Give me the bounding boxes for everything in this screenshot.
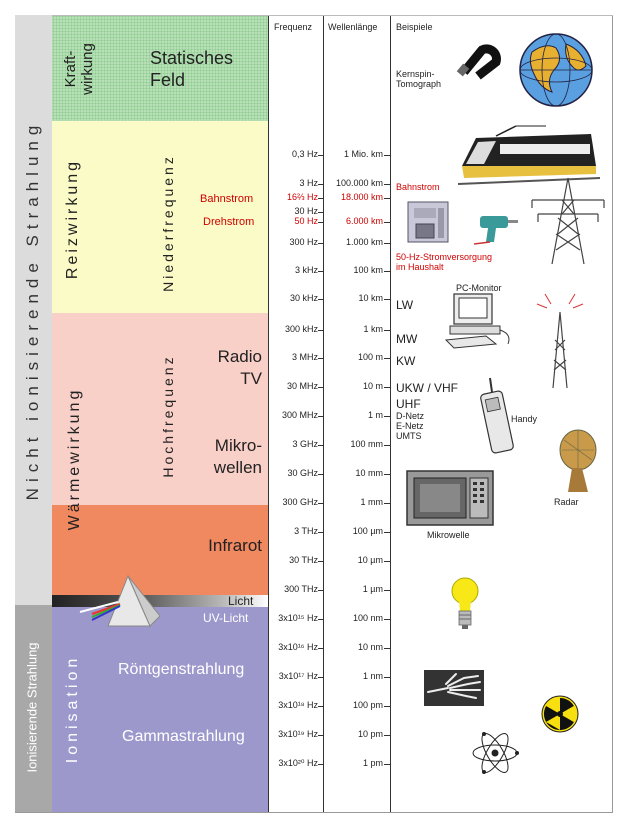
band-label-mikrowellen: Mikro- wellen	[213, 436, 262, 477]
freq-tick	[318, 677, 323, 678]
freq-tick	[318, 243, 323, 244]
wavelength-label: 100 mm	[350, 439, 383, 449]
border-right	[612, 15, 613, 812]
wavelength-label: 18.000 km	[340, 192, 383, 202]
wavelength-tick	[384, 387, 390, 388]
wavelength-tick	[384, 184, 390, 185]
radar-icon	[554, 428, 600, 494]
example-lw: LW	[396, 298, 414, 312]
freq-label: 30 kHz	[289, 293, 318, 303]
wavelength-tick	[384, 619, 390, 620]
freq-tick	[318, 706, 323, 707]
freq-label: 3x10¹⁷ Hz	[278, 671, 318, 681]
band-label-hochfrequenz: Hochfrequenz	[160, 354, 176, 478]
example-mikrowelle: Mikrowelle	[427, 530, 470, 540]
freq-label: 3 kHz	[294, 265, 318, 275]
wavelength-label: 1 km	[363, 324, 383, 334]
magnet-icon	[454, 40, 504, 80]
freq-tick	[318, 387, 323, 388]
freq-tick	[318, 184, 323, 185]
coffee-machine-icon	[406, 200, 451, 245]
example-ukw: UKW / VHF	[396, 381, 458, 395]
wavelength-label: 100 km	[353, 265, 383, 275]
effect-ionisation: Ionisation	[64, 654, 81, 764]
microwave-icon	[406, 470, 494, 526]
light-bulb-icon	[450, 575, 480, 631]
wavelength-label: 10 km	[358, 293, 383, 303]
wavelength-label: 100 nm	[352, 613, 383, 623]
header-frequenz: Frequenz	[274, 22, 313, 32]
pc-monitor-icon	[446, 294, 516, 352]
atom-icon	[470, 728, 520, 778]
freq-tick	[318, 299, 323, 300]
wavelength-tick	[384, 561, 390, 562]
effect-kraft	[62, 24, 96, 114]
band-label-licht: Licht	[228, 594, 254, 608]
divider-wave	[390, 15, 391, 812]
freq-tick	[318, 619, 323, 620]
freq-tick	[318, 271, 323, 272]
wavelength-label: 100 µm	[352, 526, 383, 536]
wavelength-tick	[384, 590, 390, 591]
radioactive-icon	[540, 694, 580, 734]
wavelength-tick	[384, 474, 390, 475]
side-label-ionizing: Ionisierende Strahlung	[24, 642, 40, 773]
pylon-icon	[528, 178, 608, 266]
wavelength-tick	[384, 445, 390, 446]
wavelength-tick	[384, 532, 390, 533]
example-stromversorgung: 50-Hz-Stromversorgung im Haushalt	[396, 252, 493, 272]
example-uhf: UHF	[396, 397, 421, 411]
freq-tick	[318, 735, 323, 736]
example-mw: MW	[396, 332, 418, 346]
freq-label: 3x10¹⁸ Hz	[278, 700, 318, 710]
wavelength-tick	[384, 243, 390, 244]
wavelength-tick	[384, 648, 390, 649]
band-label-gamma: Gammastrahlung	[122, 728, 245, 745]
divider-band	[268, 15, 269, 812]
side-label-non-ionizing: Nicht ionisierende Strahlung	[23, 119, 42, 501]
wavelength-label: 1 mm	[360, 497, 383, 507]
wavelength-tick	[384, 735, 390, 736]
freq-label: 50 Hz	[294, 216, 318, 226]
wavelength-label: 10 µm	[357, 555, 383, 565]
wavelength-label: 1.000 km	[345, 237, 383, 247]
example-handy: Handy	[511, 414, 538, 424]
prism-icon	[80, 572, 170, 632]
band-label-infrarot: Infrarot	[208, 536, 262, 555]
wavelength-tick	[384, 271, 390, 272]
freq-tick	[318, 764, 323, 765]
freq-tick	[318, 330, 323, 331]
band-label-drehstrom: Drehstrom	[203, 216, 255, 228]
band-ionisation	[52, 607, 268, 812]
freq-label: 3 MHz	[291, 352, 318, 362]
freq-label: 0,3 Hz	[291, 149, 318, 159]
freq-label: 30 THz	[289, 555, 318, 565]
wavelength-tick	[384, 764, 390, 765]
border-bottom	[15, 812, 613, 813]
freq-label: 3x10²⁰ Hz	[278, 758, 318, 768]
wavelength-label: 100.000 km	[335, 178, 383, 188]
freq-label: 300 MHz	[281, 410, 318, 420]
freq-label: 300 GHz	[282, 497, 318, 507]
wavelength-tick	[384, 299, 390, 300]
band-label-radio-tv: Radio TV	[217, 347, 262, 388]
freq-tick	[318, 198, 323, 199]
freq-label: 3 Hz	[299, 178, 318, 188]
xray-hand-icon	[424, 670, 484, 706]
wavelength-tick	[384, 330, 390, 331]
freq-tick	[318, 474, 323, 475]
freq-tick	[318, 590, 323, 591]
wavelength-label: 1 m	[367, 410, 383, 420]
wavelength-label: 100 m	[357, 352, 383, 362]
band-label-roentgen: Röntgenstrahlung	[118, 661, 245, 678]
freq-label: 3x10¹⁹ Hz	[278, 729, 318, 739]
example-dnetz: D-Netz E-Netz UMTS	[396, 411, 425, 441]
example-pc-monitor: PC-Monitor	[456, 283, 502, 293]
divider-freq	[323, 15, 324, 812]
wavelength-tick	[384, 155, 390, 156]
wavelength-label: 1 pm	[362, 758, 383, 768]
wavelength-label: 100 pm	[352, 700, 383, 710]
example-kw: KW	[396, 354, 416, 368]
handy-icon	[480, 378, 514, 456]
freq-tick	[318, 503, 323, 504]
freq-label: 3 THz	[294, 526, 318, 536]
globe-icon	[516, 30, 596, 110]
wavelength-tick	[384, 706, 390, 707]
wavelength-label: 10 pm	[357, 729, 383, 739]
freq-label: 30 Hz	[294, 206, 318, 216]
freq-tick	[318, 358, 323, 359]
border-top	[52, 15, 613, 16]
wavelength-tick	[384, 198, 390, 199]
wavelength-label: 6.000 km	[345, 216, 383, 226]
freq-label: 3 GHz	[292, 439, 318, 449]
freq-tick	[318, 445, 323, 446]
wavelength-tick	[384, 358, 390, 359]
antenna-mast-icon	[535, 290, 585, 390]
freq-tick	[318, 561, 323, 562]
band-label-uv: UV-Licht	[203, 611, 249, 625]
wavelength-tick	[384, 222, 390, 223]
wavelength-label: 10 mm	[355, 468, 383, 478]
freq-label: 3x10¹⁵ Hz	[278, 613, 318, 623]
effect-kraft-text: Kraft- wirkung	[62, 43, 96, 95]
example-radar: Radar	[554, 497, 579, 507]
wavelength-label: 10 nm	[357, 642, 383, 652]
example-kernspin: Kernspin- Tomograph	[396, 69, 442, 89]
effect-reiz: Reizwirkung	[64, 158, 81, 280]
header-beispiele: Beispiele	[396, 22, 433, 32]
freq-tick	[318, 222, 323, 223]
freq-label: 3x10¹⁶ Hz	[278, 642, 318, 652]
wavelength-tick	[384, 503, 390, 504]
wavelength-label: 1 nm	[362, 671, 383, 681]
band-label-bahnstrom: Bahnstrom	[200, 193, 254, 205]
freq-label: 300 Hz	[289, 237, 318, 247]
freq-tick	[318, 212, 323, 213]
band-label-niederfrequenz: Niederfrequenz	[160, 154, 176, 292]
freq-label: 16⅔ Hz	[286, 192, 318, 202]
wavelength-label: 10 m	[362, 381, 383, 391]
wavelength-label: 1 Mio. km	[343, 149, 383, 159]
drill-icon	[470, 210, 520, 245]
example-bahnstrom: Bahnstrom	[396, 182, 440, 192]
freq-tick	[318, 648, 323, 649]
band-label-statisch: Statisches Feld	[150, 48, 234, 90]
freq-label: 30 MHz	[286, 381, 318, 391]
freq-label: 30 GHz	[287, 468, 318, 478]
effect-waerme: Wärmewirkung	[66, 387, 83, 531]
freq-tick	[318, 532, 323, 533]
header-wellenlaenge: Wellenlänge	[328, 22, 378, 32]
wavelength-tick	[384, 416, 390, 417]
wavelength-label: 1 µm	[362, 584, 383, 594]
freq-label: 300 kHz	[284, 324, 318, 334]
freq-tick	[318, 416, 323, 417]
freq-label: 300 THz	[284, 584, 318, 594]
freq-tick	[318, 155, 323, 156]
wavelength-tick	[384, 677, 390, 678]
